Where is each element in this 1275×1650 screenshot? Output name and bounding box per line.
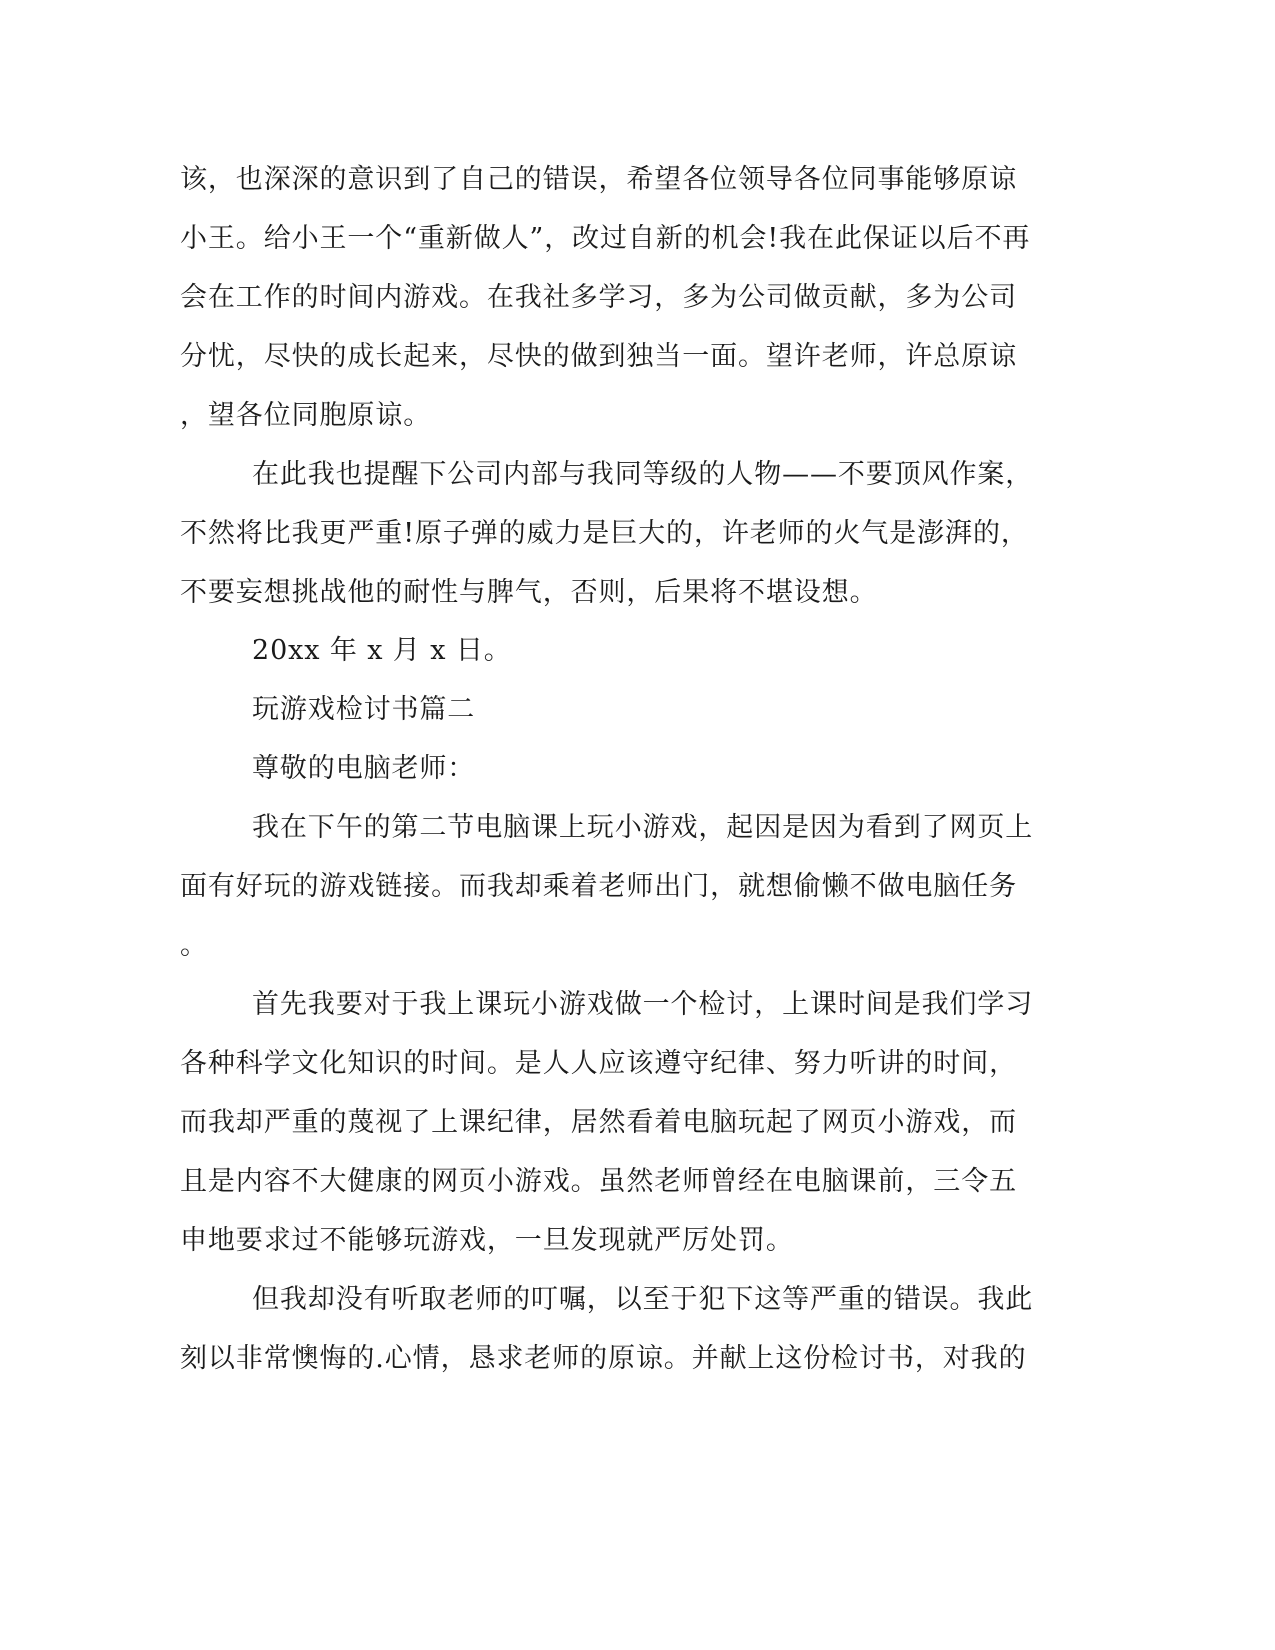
text-line: 小王。给小王一个“重新做人”，改过自新的机会!我在此保证以后不再 <box>180 223 1031 254</box>
text-line: 不然将比我更严重!原子弹的威力是巨大的，许老师的火气是澎湃的， <box>180 518 1029 549</box>
paragraph-start-line: 但我却没有听取老师的叮嘱，以至于犯下这等严重的错误。我此 <box>252 1284 1034 1315</box>
text-line: 各种科学文化知识的时间。是人人应该遵守纪律、努力听讲的时间， <box>180 1048 1017 1079</box>
section-title: 玩游戏检讨书篇二 <box>252 694 476 725</box>
text-line: 申地要求过不能够玩游戏，一旦发现就严厉处罚。 <box>180 1225 794 1256</box>
salutation: 尊敬的电脑老师： <box>252 753 476 784</box>
text-line: 刻以非常懊悔的.心情，恳求老师的原谅。并献上这份检讨书，对我的 <box>180 1343 1027 1374</box>
text-line: 分忧，尽快的成长起来，尽快的做到独当一面。望许老师，许总原谅 <box>180 341 1017 372</box>
date-line: 20xx 年 x 月 x 日。 <box>252 635 512 666</box>
text-line: 不要妄想挑战他的耐性与脾气，否则，后果将不堪设想。 <box>180 577 878 608</box>
text-line: 。 <box>180 930 208 961</box>
paragraph-start-line: 我在下午的第二节电脑课上玩小游戏，起因是因为看到了网页上 <box>252 812 1034 843</box>
paragraph-start-line: 在此我也提醒下公司内部与我同等级的人物——不要顶风作案， <box>252 459 1034 490</box>
text-line: 会在工作的时间内游戏。在我社多学习，多为公司做贡献，多为公司 <box>180 282 1017 313</box>
text-line: 且是内容不大健康的网页小游戏。虽然老师曾经在电脑课前，三令五 <box>180 1166 1017 1197</box>
text-line: ，望各位同胞原谅。 <box>180 400 432 431</box>
paragraph-start-line: 首先我要对于我上课玩小游戏做一个检讨，上课时间是我们学习 <box>252 989 1034 1020</box>
text-line: 而我却严重的蔑视了上课纪律，居然看着电脑玩起了网页小游戏，而 <box>180 1107 1017 1138</box>
text-line: 该，也深深的意识到了自己的错误，希望各位领导各位同事能够原谅 <box>180 164 1017 195</box>
text-line: 面有好玩的游戏链接。而我却乘着老师出门，就想偷懒不做电脑任务 <box>180 871 1017 902</box>
